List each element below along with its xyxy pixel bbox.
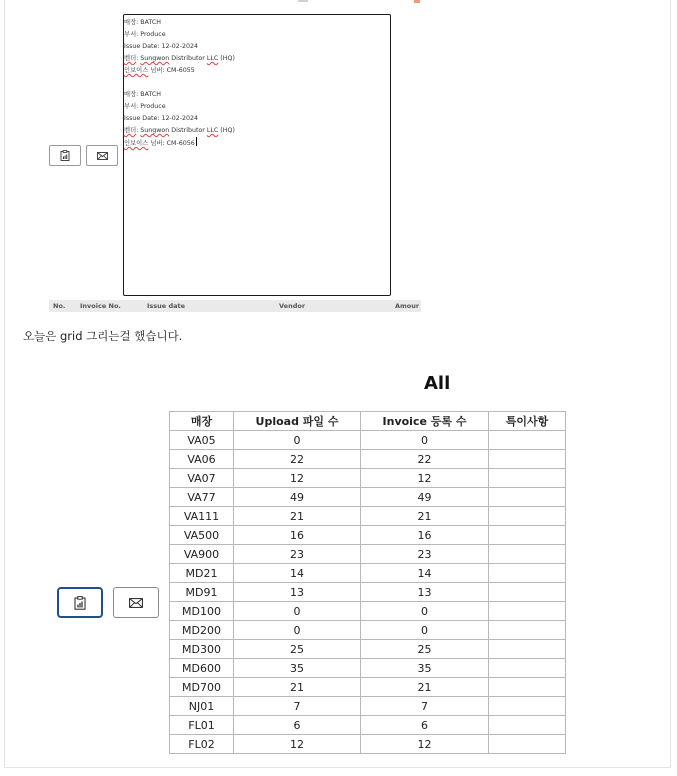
cell-notes: [489, 526, 566, 545]
text-caret: [196, 137, 197, 146]
cell-upload-count: 22: [234, 450, 361, 469]
dept-line: 부서: Produce: [124, 31, 166, 38]
table-row: [170, 507, 566, 526]
cell-store: MD91: [170, 583, 234, 602]
cell-invoice-count: 16: [361, 526, 489, 545]
dept-line: 부서: Produce: [124, 103, 166, 110]
envelope-icon: [129, 598, 143, 608]
clipboard-chart-icon: [60, 150, 70, 161]
cell-invoice-count: 49: [361, 488, 489, 507]
col-vendor: Vendor: [279, 302, 306, 310]
cell-upload-count: 13: [234, 583, 361, 602]
cell-notes: [489, 697, 566, 716]
vendor-line: [124, 125, 390, 137]
cell-invoice-count: 13: [361, 583, 489, 602]
cell-notes: [489, 545, 566, 564]
cell-upload-count: 0: [234, 602, 361, 621]
cell-notes: [489, 640, 566, 659]
cell-invoice-count: 6: [361, 716, 489, 735]
vendor-prefix: 벤더: [124, 127, 137, 134]
invoice-text-area[interactable]: [123, 14, 391, 296]
cell-upload-count: 16: [234, 526, 361, 545]
header-invoice-count: Invoice 등록 수: [361, 412, 489, 431]
store-line: 매장: BATCH: [124, 19, 162, 26]
cell-notes: [489, 678, 566, 697]
send-mail-button-large[interactable]: [113, 587, 159, 618]
issue-date-line: Issue Date: 12-02-2024: [124, 115, 199, 122]
invoice-number-line: [124, 65, 390, 77]
cell-upload-count: 25: [234, 640, 361, 659]
table-row: [170, 735, 566, 754]
cell-notes: [489, 488, 566, 507]
cell-invoice-count: 21: [361, 678, 489, 697]
invoice-prefix: 인보이스: [124, 140, 149, 147]
table-row: [170, 640, 566, 659]
table-row: [170, 602, 566, 621]
cell-store: VA111: [170, 507, 234, 526]
cell-invoice-count: 0: [361, 602, 489, 621]
invoice-prefix: 인보이스: [124, 67, 149, 74]
table-row: [170, 488, 566, 507]
cell-notes: [489, 431, 566, 450]
col-no: No.: [53, 302, 66, 310]
cell-invoice-count: 12: [361, 735, 489, 754]
table-row: [170, 583, 566, 602]
cell-upload-count: 21: [234, 678, 361, 697]
cell-invoice-count: 25: [361, 640, 489, 659]
summary-table: [169, 411, 566, 754]
invoice-text-block: [124, 17, 390, 150]
copy-clipboard-button[interactable]: [49, 145, 81, 166]
table-row: [170, 450, 566, 469]
summary-title: All: [424, 373, 451, 394]
vendor-name-a: Sungwon: [140, 127, 170, 134]
col-amount: Amour: [395, 302, 420, 310]
header-store: 매장: [170, 412, 234, 431]
cell-store: MD100: [170, 602, 234, 621]
cell-store: VA500: [170, 526, 234, 545]
cell-upload-count: 23: [234, 545, 361, 564]
vendor-name-c: LLC: [206, 127, 219, 134]
table-row: [170, 564, 566, 583]
invoice-rest: 넘버: CM-6055: [148, 67, 195, 74]
cell-invoice-count: 23: [361, 545, 489, 564]
vendor-name-b: Distributor: [169, 55, 207, 62]
clipboard-chart-icon: [74, 596, 86, 610]
cell-store: VA06: [170, 450, 234, 469]
vendor-line: [124, 53, 390, 65]
vendor-sep: :: [136, 55, 141, 62]
copy-clipboard-button-large[interactable]: [57, 587, 103, 618]
cell-notes: [489, 621, 566, 640]
cell-notes: [489, 659, 566, 678]
cell-upload-count: 49: [234, 488, 361, 507]
invoice-number-line: [124, 137, 390, 150]
cell-invoice-count: 21: [361, 507, 489, 526]
invoice-rest: 넘버: CM-6056: [148, 140, 195, 147]
vendor-name-d: (HQ): [218, 127, 235, 134]
cell-upload-count: 14: [234, 564, 361, 583]
table-row: [170, 526, 566, 545]
cell-invoice-count: 22: [361, 450, 489, 469]
cell-notes: [489, 564, 566, 583]
cell-invoice-count: 0: [361, 621, 489, 640]
table-row: [170, 659, 566, 678]
cell-notes: [489, 735, 566, 754]
cell-invoice-count: 35: [361, 659, 489, 678]
cell-upload-count: 35: [234, 659, 361, 678]
cell-upload-count: 7: [234, 697, 361, 716]
cell-upload-count: 6: [234, 716, 361, 735]
table-row: [170, 697, 566, 716]
cell-store: MD200: [170, 621, 234, 640]
cell-notes: [489, 469, 566, 488]
table-row: [170, 545, 566, 564]
cell-notes: [489, 507, 566, 526]
cell-store: MD300: [170, 640, 234, 659]
cell-notes: [489, 583, 566, 602]
cell-store: VA05: [170, 431, 234, 450]
cell-upload-count: 21: [234, 507, 361, 526]
cell-notes: [489, 716, 566, 735]
cell-store: VA900: [170, 545, 234, 564]
vendor-name-c: LLC: [206, 55, 219, 62]
vendor-name-b: Distributor: [169, 127, 207, 134]
cell-invoice-count: 12: [361, 469, 489, 488]
header-upload-count: Upload 파일 수: [234, 412, 361, 431]
cell-store: NJ01: [170, 697, 234, 716]
cell-invoice-count: 7: [361, 697, 489, 716]
cell-upload-count: 0: [234, 431, 361, 450]
post-caption: 오늘은 grid 그리는걸 했습니다.: [23, 329, 183, 343]
cell-upload-count: 0: [234, 621, 361, 640]
envelope-icon: [97, 152, 108, 160]
cell-store: FL01: [170, 716, 234, 735]
table-row: [170, 678, 566, 697]
cell-notes: [489, 450, 566, 469]
table-row: [170, 716, 566, 735]
cell-store: MD700: [170, 678, 234, 697]
vendor-name-a: Sungwon: [140, 55, 170, 62]
vendor-name-d: (HQ): [218, 55, 235, 62]
cell-upload-count: 12: [234, 735, 361, 754]
cell-invoice-count: 0: [361, 431, 489, 450]
cell-upload-count: 12: [234, 469, 361, 488]
cell-store: MD21: [170, 564, 234, 583]
vendor-sep: :: [136, 127, 141, 134]
cropped-top-mark: [298, 0, 308, 2]
header-notes: 특이사항: [489, 412, 566, 431]
send-mail-button[interactable]: [86, 145, 118, 166]
table-row: [170, 621, 566, 640]
table-row: [170, 431, 566, 450]
cell-invoice-count: 14: [361, 564, 489, 583]
cell-notes: [489, 602, 566, 621]
table-row: [170, 469, 566, 488]
issue-date-line: Issue Date: 12-02-2024: [124, 43, 199, 50]
cell-store: FL02: [170, 735, 234, 754]
col-issue-date: Issue date: [147, 302, 186, 310]
store-line: 매장: BATCH: [124, 91, 162, 98]
cell-store: VA07: [170, 469, 234, 488]
cell-store: MD600: [170, 659, 234, 678]
cell-store: VA77: [170, 488, 234, 507]
summary-header-row: [170, 412, 566, 431]
preview-table-header: [49, 300, 421, 312]
vendor-prefix: 벤더: [124, 55, 137, 62]
col-invoice-no: Invoice No.: [80, 302, 121, 310]
cropped-top-accent: [414, 0, 420, 3]
